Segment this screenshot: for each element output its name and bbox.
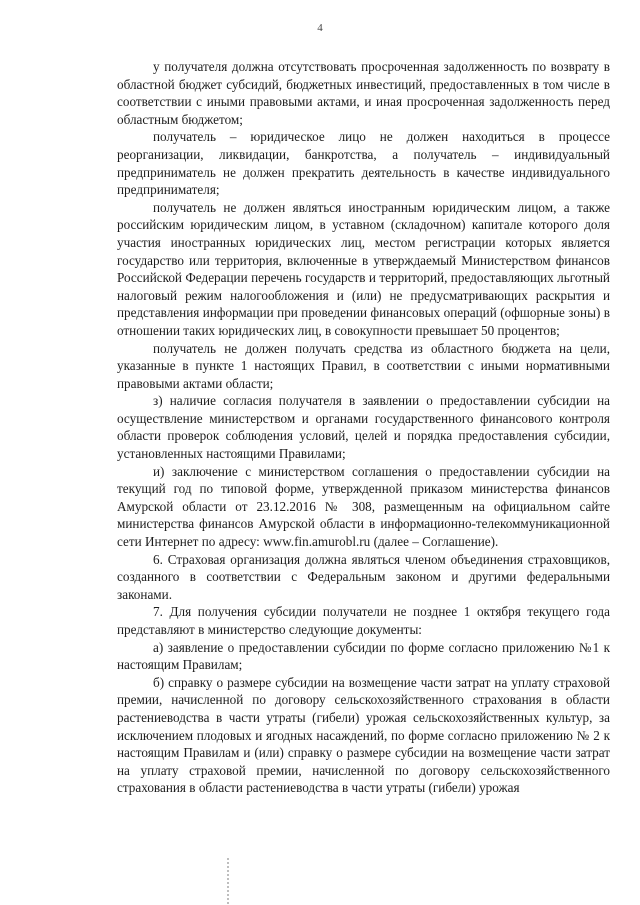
paragraph-item-a-application: а) заявление о предоставлении субсидии по форме согласно приложению №1 к настоящим Правилам; [117, 639, 610, 673]
paragraph-no-reorganization: получатель – юридическое лицо не должен находиться в процессе реорганизации, ликвидации, банкротства, а получатель – индивидуальный предприниматель не должен прекратить деятельность в качестве индивидуального предпринимателя; [117, 129, 610, 198]
paragraph-section-6: 6. Страховая организация должна являться членом объединения страховщиков, созданного в соответствии с Федеральным законом и другими федеральными законами. [117, 551, 610, 602]
document-body [117, 58, 610, 797]
page-number: 4 [317, 22, 323, 34]
paragraph-section-7: 7. Для получения субсидии получатели не позднее 1 октября текущего года представляют в министерство следующие документы: [117, 604, 610, 637]
paragraph-item-z-consent: з) наличие согласия получателя в заявлении о предоставлении субсидии на осуществление министерством и органами государственного финансового контроля области проверок соблюдения условий, целей и порядка предоставления субсидии, установленных настоящими Правилами; [117, 393, 610, 462]
paragraph-no-other-funding: получатель не должен получать средства из областного бюджета на цели, указанные в пункте 1 настоящих Правил, в соответствии с иными нормативными правовыми актами области; [117, 340, 610, 391]
paragraph-item-b-certificate: б) справку о размере субсидии на возмещение части затрат на уплату страховой премии, начисленной по договору сельскохозяйственного страхования в области растениеводства в части утраты (гибели) урожая сельскохозяйственных культур, за исключением плодовых и ягодных насаждений, по форме согласно приложению № 2 к настоящим Правилам и (или) справку о размере субсидии на возмещение части затрат на уплату страховой премии, начисленной по договору сельскохозяйственного страхования в области растениеводства в части утраты (гибели) урожая [117, 674, 610, 796]
paragraph-not-foreign-entity: получатель не должен являться иностранным юридическим лицом, а также российским юридическим лицом, в уставном (складочном) капитале которого доля участия иностранных юридических лиц, местом регистрации которых является государство или территория, включенные в утверждаемый Министерством финансов Российской Федерации перечень государств и территорий, предоставляющих льготный налоговый режим налогообложения и (или) не предусматривающих раскрытия и представления информации при проведении финансовых операций (офшорные зоны) в отношении таких юридических лиц, в совокупности превышает 50 процентов; [117, 199, 610, 338]
paragraph-item-i-agreement: и) заключение с министерством соглашения о предоставлении субсидии на текущий год по типовой форме, утвержденной приказом министерства финансов Амурской области от 23.12.2016 № 308, размещенным на официальном сайте министерства финансов Амурской области в информационно-телекоммуникационной сети Интернет по адресу: www.fin.amurobl.ru (далее – Соглашение). [117, 463, 610, 550]
paragraph-no-overdue-debt: у получателя должна отсутствовать просроченная задолженность по возврату в областной бюджет субсидий, бюджетных инвестиций, предоставленных в том числе в соответствии с иными правовыми актами, и иная просроченная задолженность перед областным бюджетом; [117, 59, 610, 127]
scan-artifact [227, 858, 229, 905]
